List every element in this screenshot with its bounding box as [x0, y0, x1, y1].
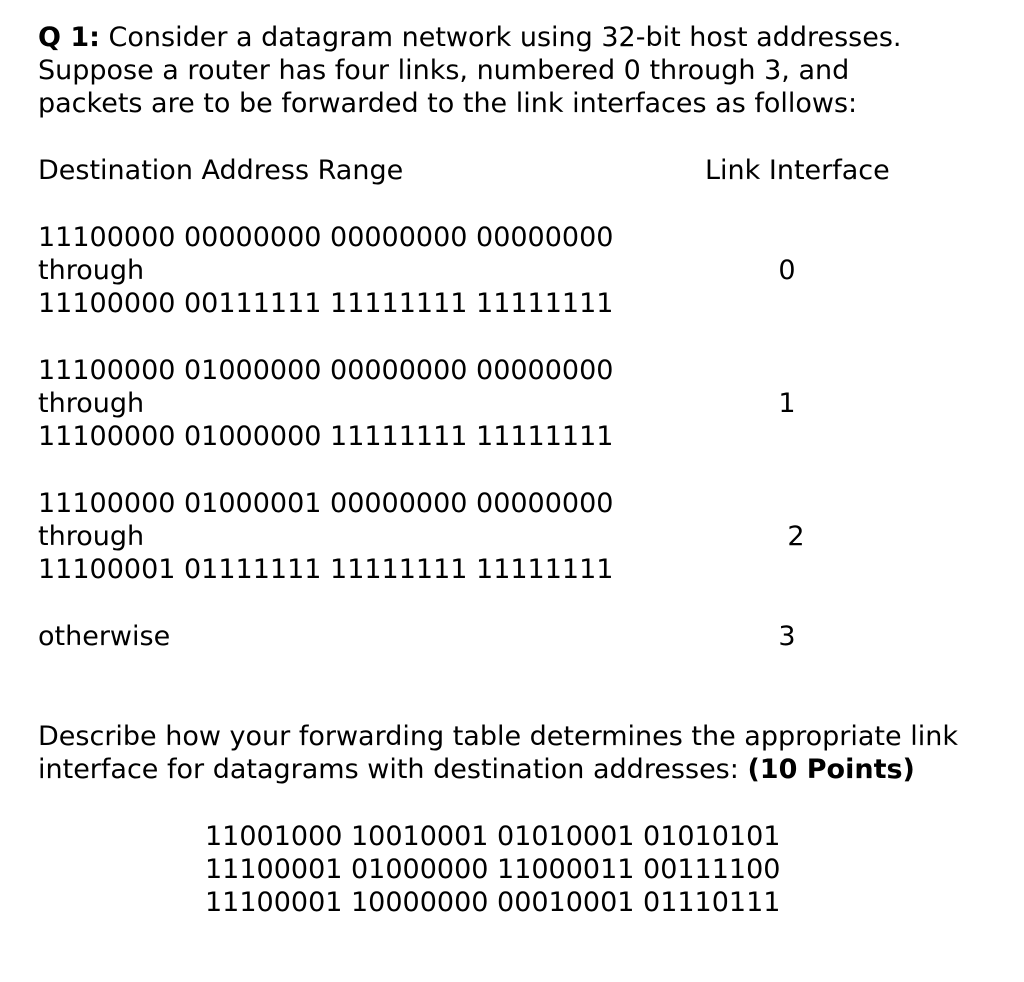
- range-2-end: 11100001 01111111 11111111 11111111: [38, 554, 614, 585]
- question-line-2: Suppose a router has four links, numbered 0 through 3, and: [38, 55, 850, 86]
- points-label: (10 Points): [747, 754, 915, 785]
- range-0-through: through: [38, 255, 145, 286]
- question-line-1: [38, 21, 901, 54]
- question-label: Q 1:: [38, 22, 100, 53]
- address-1: 11001000 10010001 01010001 01010101: [205, 821, 781, 852]
- question-line-3: packets are to be forwarded to the link interfaces as follows:: [38, 88, 858, 119]
- range-2-start: 11100000 01000001 00000000 00000000: [38, 488, 614, 519]
- range-1-end: 11100000 01000000 11111111 11111111: [38, 421, 614, 452]
- prompt-text-2: interface for datagrams with destination addresses:: [38, 754, 748, 785]
- range-2-through: through: [38, 521, 145, 552]
- question-text-1: Consider a datagram network using 32-bit host addresses.: [99, 22, 902, 53]
- range-0-interface: 0: [778, 255, 796, 286]
- prompt-line-1: Describe how your forwarding table determines the appropriate link: [38, 721, 958, 752]
- range-1-start: 11100000 01000000 00000000 00000000: [38, 355, 614, 386]
- range-1-interface: 1: [778, 388, 796, 419]
- header-link-interface: Link Interface: [705, 155, 890, 186]
- address-2: 11100001 01000000 11000011 00111100: [205, 854, 781, 885]
- range-2-interface: 2: [787, 521, 805, 552]
- address-3: 11100001 10000000 00010001 01110111: [205, 887, 781, 918]
- range-0-start: 11100000 00000000 00000000 00000000: [38, 222, 614, 253]
- prompt-line-2: [38, 753, 915, 786]
- range-0-end: 11100000 00111111 11111111 11111111: [38, 288, 614, 319]
- header-destination-range: Destination Address Range: [38, 155, 404, 186]
- otherwise-interface: 3: [778, 621, 796, 652]
- otherwise-label: otherwise: [38, 621, 171, 652]
- range-1-through: through: [38, 388, 145, 419]
